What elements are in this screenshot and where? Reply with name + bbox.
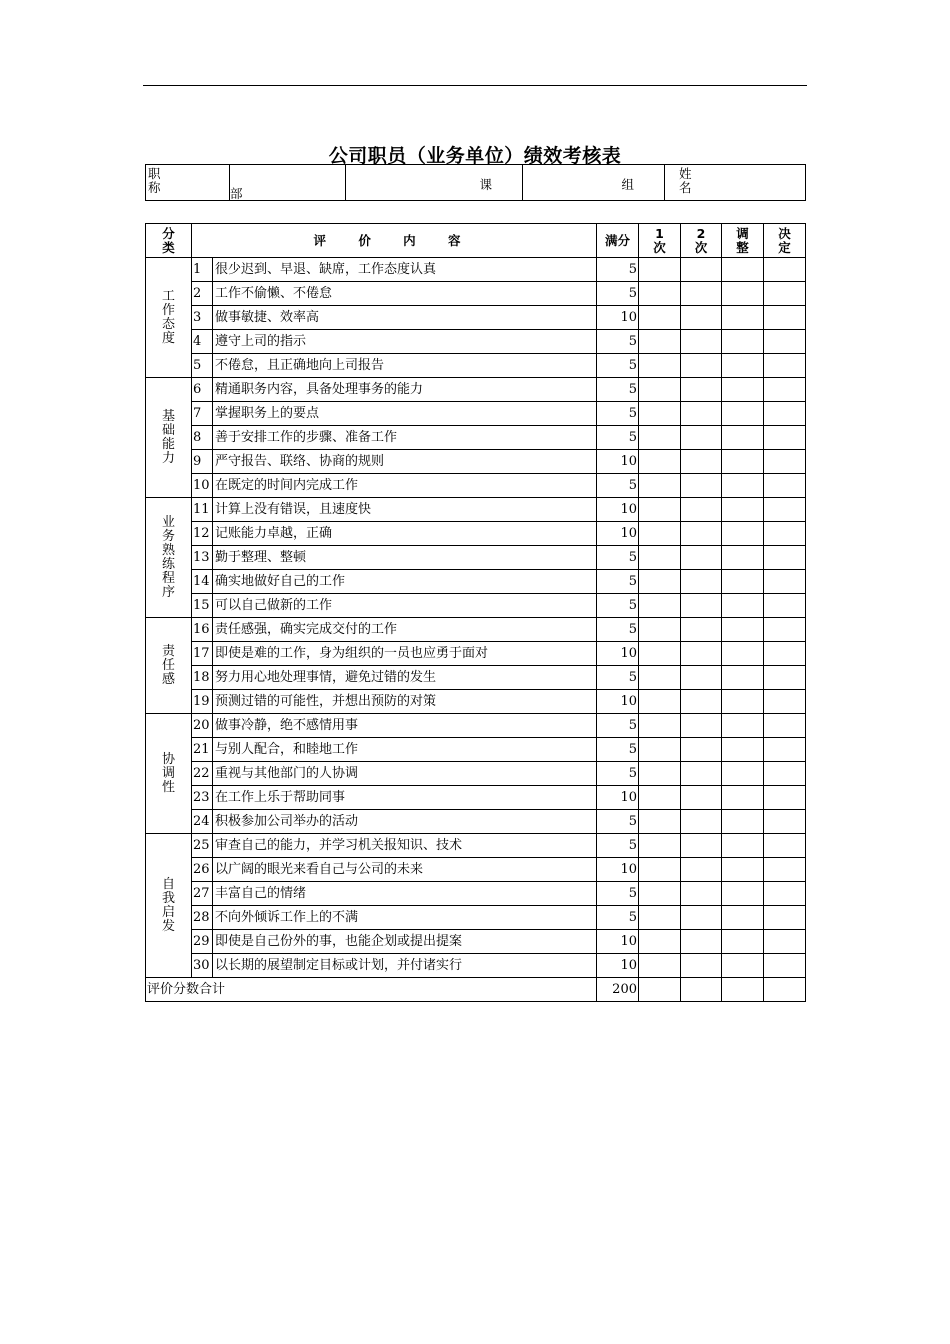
score-first-cell[interactable]: [639, 762, 681, 786]
department-cell[interactable]: [230, 165, 346, 201]
score-first-cell[interactable]: [639, 258, 681, 282]
score-first-cell[interactable]: [639, 642, 681, 666]
score-adjust-cell[interactable]: [722, 546, 764, 570]
table-row: [146, 882, 806, 906]
score-decide-cell[interactable]: [764, 690, 806, 714]
total-score: 200: [597, 978, 639, 1002]
score-first-cell[interactable]: [639, 330, 681, 354]
item-number: 25: [192, 834, 213, 858]
score-first-cell[interactable]: [639, 402, 681, 426]
section-label: 课: [479, 177, 492, 192]
item-text: 预测过错的可能性，并想出预防的对策: [213, 690, 597, 714]
score-first-cell[interactable]: [639, 618, 681, 642]
category-cell: [146, 834, 192, 978]
item-number: 5: [192, 354, 213, 378]
table-row: [146, 954, 806, 978]
item-text: 不向外倾诉工作上的不满: [213, 906, 597, 930]
item-full-score: 5: [597, 330, 639, 354]
table-row: [146, 618, 806, 642]
table-row: [146, 786, 806, 810]
item-number: 26: [192, 858, 213, 882]
score-decide-cell[interactable]: [764, 786, 806, 810]
score-decide-cell[interactable]: [764, 474, 806, 498]
score-first-cell[interactable]: [639, 426, 681, 450]
score-decide-cell[interactable]: [764, 906, 806, 930]
score-second-cell[interactable]: [681, 762, 722, 786]
score-decide-cell[interactable]: [764, 450, 806, 474]
score-decide-cell[interactable]: [764, 354, 806, 378]
score-second-cell[interactable]: [681, 690, 722, 714]
score-adjust-cell[interactable]: [722, 522, 764, 546]
item-full-score: 5: [597, 258, 639, 282]
score-adjust-cell[interactable]: [722, 738, 764, 762]
item-full-score: 5: [597, 546, 639, 570]
item-full-score: 5: [597, 378, 639, 402]
score-second-cell[interactable]: [681, 882, 722, 906]
item-full-score: 5: [597, 810, 639, 834]
evaluation-table: [145, 223, 806, 1002]
table-row: [146, 522, 806, 546]
table-row: [146, 498, 806, 522]
score-adjust-cell[interactable]: [722, 930, 764, 954]
category-label: 协调性: [162, 751, 176, 795]
score-decide-cell[interactable]: [764, 954, 806, 978]
category-label: 基础能力: [162, 408, 176, 466]
score-first-cell[interactable]: [639, 450, 681, 474]
score-adjust-cell[interactable]: [722, 858, 764, 882]
item-full-score: 5: [597, 570, 639, 594]
name-label-1: 姓: [679, 166, 692, 181]
score-second-cell[interactable]: [681, 594, 722, 618]
total-label: 评价分数合计: [146, 978, 597, 1002]
item-text: 勤于整理、整顿: [213, 546, 597, 570]
item-full-score: 5: [597, 906, 639, 930]
item-full-score: 10: [597, 786, 639, 810]
score-second-cell[interactable]: [681, 834, 722, 858]
item-full-score: 5: [597, 666, 639, 690]
score-second-cell[interactable]: [681, 354, 722, 378]
table-row: [146, 594, 806, 618]
item-text: 以长期的展望制定目标或计划，并付诸实行: [213, 954, 597, 978]
table-row: [146, 426, 806, 450]
score-decide-cell[interactable]: [764, 330, 806, 354]
item-number: 19: [192, 690, 213, 714]
item-full-score: 5: [597, 354, 639, 378]
score-decide-cell[interactable]: [764, 546, 806, 570]
score-adjust-cell[interactable]: [722, 642, 764, 666]
score-decide-cell[interactable]: [764, 378, 806, 402]
item-full-score: 5: [597, 594, 639, 618]
score-adjust-cell[interactable]: [722, 282, 764, 306]
table-row: [146, 354, 806, 378]
table-row: [146, 858, 806, 882]
item-number: 20: [192, 714, 213, 738]
score-adjust-cell[interactable]: [722, 666, 764, 690]
item-number: 1: [192, 258, 213, 282]
item-text: 审查自己的能力，并学习机关报知识、技术: [213, 834, 597, 858]
score-decide-cell[interactable]: [764, 714, 806, 738]
score-first-cell[interactable]: [639, 354, 681, 378]
total-first[interactable]: [639, 978, 681, 1002]
header-full-score: 满分: [597, 224, 639, 258]
score-decide-cell[interactable]: [764, 282, 806, 306]
item-number: 14: [192, 570, 213, 594]
item-full-score: 5: [597, 738, 639, 762]
item-text: 丰富自己的情绪: [213, 882, 597, 906]
table-row: [146, 762, 806, 786]
score-first-cell[interactable]: [639, 306, 681, 330]
score-second-cell[interactable]: [681, 546, 722, 570]
table-row: [146, 834, 806, 858]
table-row: [146, 642, 806, 666]
table-row: [146, 378, 806, 402]
item-number: 30: [192, 954, 213, 978]
header-decide: 决 定: [764, 224, 806, 258]
item-text: 在既定的时间内完成工作: [213, 474, 597, 498]
score-first-cell[interactable]: [639, 930, 681, 954]
item-number: 22: [192, 762, 213, 786]
name-cell[interactable]: [665, 165, 806, 201]
item-text: 确实地做好自己的工作: [213, 570, 597, 594]
score-decide-cell[interactable]: [764, 594, 806, 618]
header-second: 2 次: [681, 224, 722, 258]
score-second-cell[interactable]: [681, 714, 722, 738]
item-full-score: 5: [597, 762, 639, 786]
item-text: 与别人配合，和睦地工作: [213, 738, 597, 762]
score-first-cell[interactable]: [639, 570, 681, 594]
item-text: 做事敏捷、效率高: [213, 306, 597, 330]
score-second-cell[interactable]: [681, 954, 722, 978]
score-adjust-cell[interactable]: [722, 954, 764, 978]
score-first-cell[interactable]: [639, 498, 681, 522]
score-second-cell[interactable]: [681, 306, 722, 330]
score-decide-cell[interactable]: [764, 570, 806, 594]
item-number: 21: [192, 738, 213, 762]
table-row: [146, 738, 806, 762]
score-first-cell[interactable]: [639, 474, 681, 498]
group-cell[interactable]: [523, 165, 665, 201]
header-adjust: 调 整: [722, 224, 764, 258]
score-decide-cell[interactable]: [764, 882, 806, 906]
score-first-cell[interactable]: [639, 810, 681, 834]
item-full-score: 10: [597, 642, 639, 666]
score-decide-cell[interactable]: [764, 762, 806, 786]
score-first-cell[interactable]: [639, 282, 681, 306]
item-full-score: 10: [597, 690, 639, 714]
item-full-score: 10: [597, 954, 639, 978]
item-text: 严守报告、联络、协商的规则: [213, 450, 597, 474]
score-adjust-cell[interactable]: [722, 306, 764, 330]
score-second-cell[interactable]: [681, 282, 722, 306]
header-content: 评 价 内 容: [192, 224, 597, 258]
total-decide[interactable]: [764, 978, 806, 1002]
department-label: 部: [230, 186, 243, 201]
page-title: 公司职员（业务单位）绩效考核表: [328, 145, 622, 167]
item-text: 计算上没有错误，且速度快: [213, 498, 597, 522]
item-number: 28: [192, 906, 213, 930]
header-first: 1 次: [639, 224, 681, 258]
score-second-cell[interactable]: [681, 426, 722, 450]
category-label: 业务熟练程序: [162, 514, 176, 600]
total-second[interactable]: [681, 978, 722, 1002]
score-adjust-cell[interactable]: [722, 882, 764, 906]
item-text: 遵守上司的指示: [213, 330, 597, 354]
score-second-cell[interactable]: [681, 930, 722, 954]
item-full-score: 5: [597, 474, 639, 498]
table-row: [146, 402, 806, 426]
table-row: [146, 690, 806, 714]
employee-info-table: [145, 164, 806, 201]
item-full-score: 10: [597, 306, 639, 330]
evaluation-rows: [146, 258, 806, 978]
table-row: [146, 570, 806, 594]
score-decide-cell[interactable]: [764, 402, 806, 426]
score-adjust-cell[interactable]: [722, 714, 764, 738]
category-cell: [146, 618, 192, 714]
category-label: 自我启发: [162, 876, 176, 934]
score-adjust-cell[interactable]: [722, 354, 764, 378]
score-first-cell[interactable]: [639, 522, 681, 546]
score-decide-cell[interactable]: [764, 738, 806, 762]
score-adjust-cell[interactable]: [722, 786, 764, 810]
item-full-score: 10: [597, 930, 639, 954]
score-adjust-cell[interactable]: [722, 762, 764, 786]
category-cell: [146, 378, 192, 498]
item-full-score: 5: [597, 282, 639, 306]
table-row: [146, 930, 806, 954]
item-full-score: 10: [597, 858, 639, 882]
score-adjust-cell[interactable]: [722, 378, 764, 402]
score-first-cell[interactable]: [639, 666, 681, 690]
item-number: 11: [192, 498, 213, 522]
score-adjust-cell[interactable]: [722, 426, 764, 450]
score-decide-cell[interactable]: [764, 666, 806, 690]
item-number: 16: [192, 618, 213, 642]
item-number: 15: [192, 594, 213, 618]
item-number: 12: [192, 522, 213, 546]
score-adjust-cell[interactable]: [722, 570, 764, 594]
item-text: 努力用心地处理事情，避免过错的发生: [213, 666, 597, 690]
score-decide-cell[interactable]: [764, 642, 806, 666]
score-adjust-cell[interactable]: [722, 810, 764, 834]
table-row: [146, 474, 806, 498]
score-adjust-cell[interactable]: [722, 618, 764, 642]
score-second-cell[interactable]: [681, 474, 722, 498]
score-adjust-cell[interactable]: [722, 594, 764, 618]
score-first-cell[interactable]: [639, 786, 681, 810]
item-number: 8: [192, 426, 213, 450]
score-decide-cell[interactable]: [764, 858, 806, 882]
score-first-cell[interactable]: [639, 954, 681, 978]
table-row: [146, 810, 806, 834]
score-first-cell[interactable]: [639, 546, 681, 570]
header-category: 分 类: [146, 224, 192, 258]
total-adjust[interactable]: [722, 978, 764, 1002]
item-text: 记账能力卓越，正确: [213, 522, 597, 546]
item-number: 18: [192, 666, 213, 690]
score-second-cell[interactable]: [681, 666, 722, 690]
item-full-score: 5: [597, 714, 639, 738]
item-number: 23: [192, 786, 213, 810]
table-row: [146, 714, 806, 738]
section-cell[interactable]: [346, 165, 523, 201]
score-first-cell[interactable]: [639, 906, 681, 930]
item-text: 即使是难的工作，身为组织的一员也应勇于面对: [213, 642, 597, 666]
score-first-cell[interactable]: [639, 714, 681, 738]
score-adjust-cell[interactable]: [722, 690, 764, 714]
item-number: 27: [192, 882, 213, 906]
score-adjust-cell[interactable]: [722, 402, 764, 426]
item-text: 不倦怠，且正确地向上司报告: [213, 354, 597, 378]
top-rule: [143, 85, 807, 86]
item-full-score: 5: [597, 426, 639, 450]
item-number: 6: [192, 378, 213, 402]
score-first-cell[interactable]: [639, 858, 681, 882]
item-number: 29: [192, 930, 213, 954]
score-decide-cell[interactable]: [764, 522, 806, 546]
score-second-cell[interactable]: [681, 810, 722, 834]
item-full-score: 10: [597, 450, 639, 474]
name-label-2: 名: [679, 180, 692, 195]
item-text: 责任感强，确实完成交付的工作: [213, 618, 597, 642]
score-second-cell[interactable]: [681, 738, 722, 762]
position-label-1: 职: [148, 166, 161, 181]
category-label: 工作态度: [162, 288, 176, 346]
score-second-cell[interactable]: [681, 618, 722, 642]
item-text: 很少迟到、早退、缺席，工作态度认真: [213, 258, 597, 282]
item-text: 精通职务内容，具备处理事务的能力: [213, 378, 597, 402]
score-second-cell[interactable]: [681, 570, 722, 594]
table-row: [146, 666, 806, 690]
score-decide-cell[interactable]: [764, 834, 806, 858]
score-second-cell[interactable]: [681, 378, 722, 402]
score-adjust-cell[interactable]: [722, 258, 764, 282]
score-decide-cell[interactable]: [764, 498, 806, 522]
category-cell: [146, 258, 192, 378]
item-number: 9: [192, 450, 213, 474]
table-row: [146, 306, 806, 330]
score-decide-cell[interactable]: [764, 810, 806, 834]
item-number: 13: [192, 546, 213, 570]
score-first-cell[interactable]: [639, 882, 681, 906]
table-row: [146, 330, 806, 354]
item-full-score: 10: [597, 498, 639, 522]
category-cell: [146, 714, 192, 834]
score-first-cell[interactable]: [639, 834, 681, 858]
item-full-score: 5: [597, 882, 639, 906]
item-text: 重视与其他部门的人协调: [213, 762, 597, 786]
item-full-score: 5: [597, 618, 639, 642]
table-row: [146, 450, 806, 474]
item-full-score: 5: [597, 834, 639, 858]
category-cell: [146, 498, 192, 618]
score-first-cell[interactable]: [639, 738, 681, 762]
position-label-2: 称: [148, 180, 161, 195]
score-first-cell[interactable]: [639, 378, 681, 402]
score-decide-cell[interactable]: [764, 930, 806, 954]
score-decide-cell[interactable]: [764, 426, 806, 450]
score-adjust-cell[interactable]: [722, 450, 764, 474]
item-number: 17: [192, 642, 213, 666]
score-second-cell[interactable]: [681, 258, 722, 282]
score-first-cell[interactable]: [639, 594, 681, 618]
score-second-cell[interactable]: [681, 522, 722, 546]
score-second-cell[interactable]: [681, 858, 722, 882]
score-second-cell[interactable]: [681, 642, 722, 666]
score-decide-cell[interactable]: [764, 618, 806, 642]
item-text: 积极参加公司举办的活动: [213, 810, 597, 834]
item-number: 2: [192, 282, 213, 306]
position-cell: [146, 165, 230, 201]
item-text: 善于安排工作的步骤、准备工作: [213, 426, 597, 450]
item-number: 24: [192, 810, 213, 834]
item-text: 做事冷静，绝不感情用事: [213, 714, 597, 738]
item-number: 10: [192, 474, 213, 498]
item-number: 7: [192, 402, 213, 426]
group-label: 组: [621, 177, 634, 192]
score-second-cell[interactable]: [681, 330, 722, 354]
item-text: 工作不偷懒、不倦怠: [213, 282, 597, 306]
score-decide-cell[interactable]: [764, 306, 806, 330]
item-number: 4: [192, 330, 213, 354]
table-row: [146, 258, 806, 282]
score-second-cell[interactable]: [681, 450, 722, 474]
total-row: [146, 978, 806, 1002]
score-second-cell[interactable]: [681, 906, 722, 930]
score-adjust-cell[interactable]: [722, 834, 764, 858]
item-text: 即使是自己份外的事，也能企划或提出提案: [213, 930, 597, 954]
item-full-score: 5: [597, 402, 639, 426]
table-row: [146, 282, 806, 306]
item-full-score: 10: [597, 522, 639, 546]
score-decide-cell[interactable]: [764, 258, 806, 282]
score-adjust-cell[interactable]: [722, 906, 764, 930]
score-adjust-cell[interactable]: [722, 330, 764, 354]
score-adjust-cell[interactable]: [722, 474, 764, 498]
item-text: 掌握职务上的要点: [213, 402, 597, 426]
table-row: [146, 906, 806, 930]
table-row: [146, 546, 806, 570]
score-second-cell[interactable]: [681, 498, 722, 522]
item-text: 在工作上乐于帮助同事: [213, 786, 597, 810]
item-text: 可以自己做新的工作: [213, 594, 597, 618]
score-second-cell[interactable]: [681, 786, 722, 810]
score-second-cell[interactable]: [681, 402, 722, 426]
item-number: 3: [192, 306, 213, 330]
category-label: 责任感: [162, 643, 176, 687]
score-first-cell[interactable]: [639, 690, 681, 714]
item-text: 以广阔的眼光来看自己与公司的未来: [213, 858, 597, 882]
score-adjust-cell[interactable]: [722, 498, 764, 522]
